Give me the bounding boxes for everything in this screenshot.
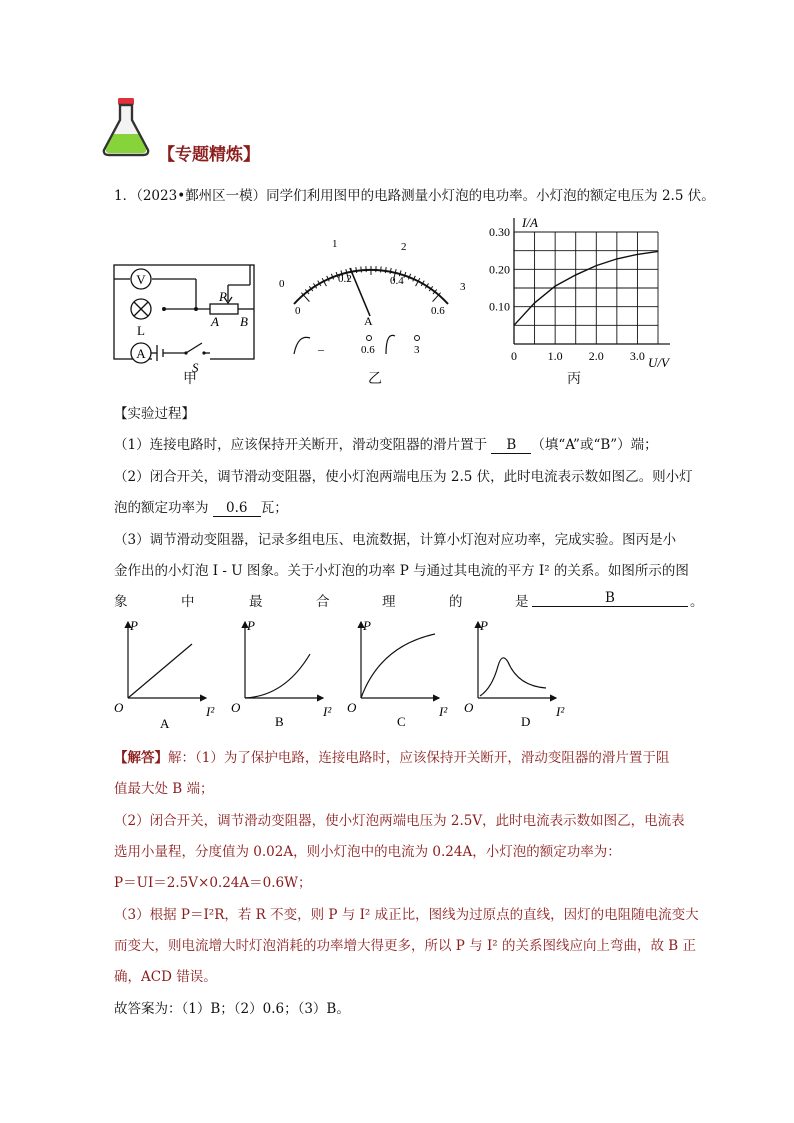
answer-tag: 【解答】: [114, 750, 168, 766]
switch-label: S: [192, 360, 199, 375]
part-2-text: 泡的额定功率为: [114, 500, 209, 516]
option-c-origin: O: [347, 700, 357, 715]
voltmeter-label: V: [136, 272, 146, 287]
end-a-label: A: [211, 314, 219, 329]
part-2-line-1: （2）闭合开关，调节滑动变阻器，使小灯泡两端电压为 2.5 伏，此时电流表示数如图乙。则小灯: [114, 469, 693, 485]
iu-ytick-label: 0.30: [489, 225, 510, 239]
terminal-3: 3: [414, 344, 420, 356]
word: 的: [449, 594, 463, 610]
part-2-line-2: [114, 496, 288, 517]
dial-needle: [350, 268, 370, 316]
question-source: （2023•鄞州区一模）: [136, 188, 267, 204]
answer-line-6: （3）根据 P＝I²R，若 R 不变，则 P 与 I² 成正比，图线为过原点的直线，因灯的电阻随电流变大: [114, 907, 699, 923]
option-graphs: [110, 616, 590, 736]
outer-tick-1: 1: [332, 238, 338, 250]
option-b-label: B: [275, 714, 284, 729]
option-b-xlabel: I²: [323, 704, 332, 719]
word: 中: [181, 594, 195, 610]
figure-bing-caption: 丙: [567, 371, 581, 387]
option-a-origin: O: [114, 700, 124, 715]
answer-line-8: 确，ACD 错误。: [114, 969, 217, 985]
option-d-origin: O: [464, 700, 474, 715]
word: 最: [249, 594, 263, 610]
option-d-xlabel: I²: [556, 704, 565, 719]
inner-tick-02: 0.2: [338, 273, 352, 285]
answer-line-5: P＝UI＝2.5V×0.24A＝0.6W；: [114, 875, 312, 891]
terminal-06: 0.6: [361, 344, 375, 356]
part-1: [114, 433, 658, 454]
option-c-curve: [361, 634, 435, 698]
iu-chart: [478, 214, 688, 370]
outer-tick-2: 2: [401, 241, 407, 253]
slider-label: P: [219, 289, 227, 304]
option-a-xlabel: I²: [206, 704, 215, 719]
outer-tick-0: 0: [279, 278, 285, 290]
iu-xtick-label: 3.0: [629, 349, 645, 363]
flask-icon: [100, 96, 152, 158]
terminal-negative: –: [318, 342, 324, 356]
answer-line-2: 值最大处 B 端；: [114, 781, 214, 797]
dial-unit: A: [364, 314, 373, 328]
ammeter-dial: [268, 232, 478, 362]
iu-ylabel: I/A: [522, 215, 538, 230]
ammeter-label: A: [136, 346, 146, 361]
iu-xlabel: U/V: [648, 355, 669, 370]
option-d-label: D: [521, 714, 531, 729]
section-title: 【专题精炼】: [158, 145, 260, 165]
answer-line-3: （2）闭合开关，调节滑动变阻器，使小灯泡两端电压为 2.5V，此时电流表示数如图乙，电流表: [114, 813, 685, 829]
option-a-ylabel: P: [130, 618, 138, 633]
question-stem: [114, 184, 715, 204]
figure-yi-caption: 乙: [368, 371, 382, 387]
word: 象: [114, 594, 128, 610]
iu-ytick-label: 0.10: [489, 299, 510, 314]
option-c-label: C: [397, 714, 406, 729]
option-a-label: A: [160, 716, 170, 731]
option-b-curve: [245, 654, 310, 698]
figure-jia-caption: 甲: [183, 371, 197, 387]
part-1-text: （1）连接电路时，应该保持开关断开，滑动变阻器的滑片置于: [114, 437, 488, 453]
part-2-answer: 0.6: [213, 500, 261, 517]
part-2-suffix: 瓦；: [260, 500, 288, 516]
part-3-answer: B: [532, 590, 688, 607]
circuit-diagram: [110, 245, 270, 385]
part-3-line-1: （3）调节滑动变阻器，记录多组电压、电流数据，计算小灯泡对应功率，完成实验。图丙是小: [114, 532, 677, 548]
word: 是: [515, 594, 529, 610]
word: 理: [382, 594, 396, 610]
word: 合: [316, 594, 330, 610]
iu-xtick-label: 1.0: [547, 349, 563, 363]
option-a-curve: [128, 644, 192, 698]
part-3-line-3: [114, 590, 704, 610]
option-d-ylabel: P: [480, 618, 488, 633]
answer-line-4: 选用小量程，分度值为 0.02A，则小灯泡中的电流为 0.24A，小灯泡的额定功率为：: [114, 844, 621, 860]
lamp-label: L: [137, 323, 145, 338]
answer-line-7: 而变大，则电流增大时灯泡消耗的功率增大得更多，所以 P 与 I² 的关系图线应向上弯曲，故 B 正: [114, 938, 696, 954]
option-b-origin: O: [231, 700, 241, 715]
option-b-ylabel: P: [247, 618, 255, 633]
iu-xtick-label: 2.0: [588, 349, 604, 363]
part-1-suffix: （填“A”或“B”）端；: [531, 437, 658, 453]
inner-tick-04: 0.4: [390, 275, 404, 287]
option-c-ylabel: P: [363, 618, 371, 633]
iu-xtick-label: 0: [511, 349, 517, 363]
final-answer: 故答案为：（1）B；（2）0.6；（3）B。: [114, 1001, 350, 1017]
experiment-section-title: 【实验过程】: [114, 406, 195, 422]
answer-line-1: [114, 746, 669, 766]
option-c-xlabel: I²: [439, 704, 448, 719]
inner-tick-06: 0.6: [431, 305, 445, 317]
inner-tick-0: 0: [295, 305, 301, 317]
word: 。: [690, 594, 704, 610]
question-text: 同学们利用图甲的电路测量小灯泡的电功率。小灯泡的额定电压为 2.5 伏。: [266, 188, 715, 204]
part-1-answer: B: [491, 437, 531, 454]
outer-tick-3: 3: [460, 281, 466, 293]
iu-ytick-label: 0.20: [489, 262, 510, 277]
answer-text: 解：（1）为了保护电路，连接电路时，应该保持开关断开，滑动变阻器的滑片置于阻: [168, 750, 670, 766]
part-3-line-2: 金作出的小灯泡 I - U 图象。关于小灯泡的功率 P 与通过其电流的平方 I² 的关系。如图所示的图: [114, 563, 689, 579]
question-number: 1．: [114, 188, 137, 204]
dial-arc: [294, 270, 448, 304]
option-d-curve: [480, 658, 546, 696]
end-b-label: B: [240, 314, 248, 329]
